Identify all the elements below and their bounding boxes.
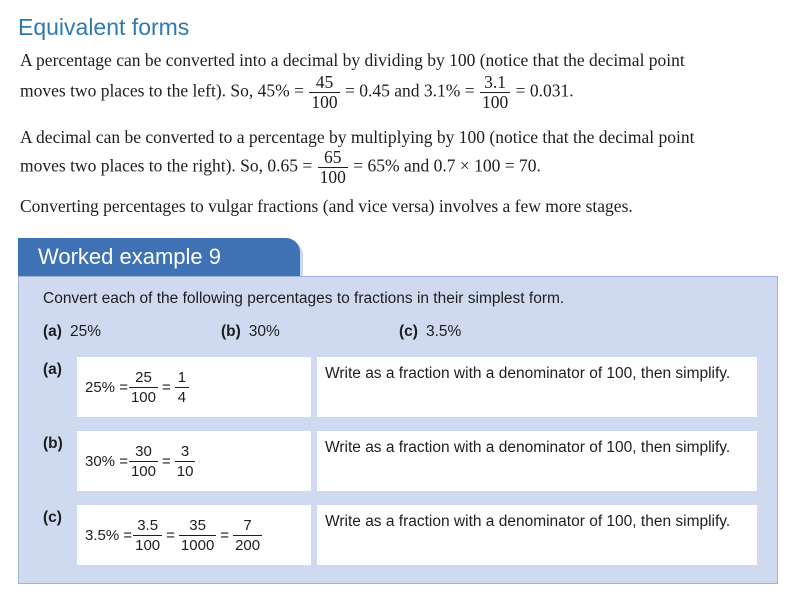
worked-example-panel (18, 276, 778, 584)
paragraph-1-line-1: A percentage can be converted into a decimal by dividing by 100 (notice that the decimal point (20, 50, 685, 70)
row-b-note: Write as a fraction with a denominator of 100, then simplify. (317, 431, 757, 491)
row-c-working: 3.5% = $\frac{3.5}{100}$ = $\frac{35}{1000}$ = $\frac{7}{200}$ (77, 505, 311, 565)
part-b: (b) 30% (221, 323, 280, 340)
paragraph-1-text-c: = 0.031. (515, 80, 574, 101)
fraction-65-over-100: $\frac{65}{100}$ (319, 147, 346, 187)
row-c-note: Write as a fraction with a denominator of 100, then simplify. (317, 505, 757, 565)
paragraph-2-line-2 (20, 148, 541, 187)
paragraph-3: Converting percentages to vulgar fractions (and vice versa) involves a few more stages. (20, 196, 633, 216)
row-c-label: (c) (43, 509, 62, 526)
fraction: $\frac{35}{1000}$ (180, 516, 215, 554)
row-b-working: 30% = $\frac{30}{100}$ = $\frac{3}{10}$ (77, 431, 311, 491)
fraction: $\frac{30}{100}$ (130, 442, 156, 480)
part-a: (a) 25% (43, 323, 101, 340)
paragraph-1-text-a: moves two places to the left). So, 45% = (20, 80, 304, 101)
fraction-45-over-100: $\frac{45}{100}$ (311, 72, 338, 112)
worked-example-title: Worked example 9 (38, 244, 222, 269)
fraction: $\frac{3.5}{100}$ (135, 516, 161, 554)
paragraph-1-text-b: = 0.45 and 3.1% = (344, 80, 475, 101)
fraction-3.1-over-100: $\frac{3.1}{100}$ (481, 72, 509, 112)
paragraph-2-text-b: = 65% and 0.7 × 100 = 70. (353, 155, 541, 176)
row-a-note: Write as a fraction with a denominator of 100, then simplify. (317, 357, 757, 417)
paragraph-2-text-a: moves two places to the right). So, 0.65 = (20, 155, 313, 176)
row-a-working: 25% = $\frac{25}{100}$ = $\frac{1}{4}$ (77, 357, 311, 417)
worked-example-tab (18, 238, 300, 276)
worked-example-intro: Convert each of the following percentages to fractions in their simplest form. (43, 290, 565, 307)
fraction: $\frac{3}{10}$ (176, 442, 194, 480)
section-heading: Equivalent forms (18, 14, 190, 40)
fraction: $\frac{25}{100}$ (130, 368, 156, 406)
row-a-label: (a) (43, 361, 62, 378)
fraction: $\frac{1}{4}$ (175, 368, 189, 407)
row-b-label: (b) (43, 435, 63, 452)
paragraph-1-line-2 (20, 73, 574, 112)
part-c: (c) 3.5% (399, 323, 462, 340)
fraction: $\frac{7}{200}$ (235, 516, 261, 554)
paragraph-2-line-1: A decimal can be converted to a percentage by multiplying by 100 (notice that the decimal point (20, 127, 695, 147)
